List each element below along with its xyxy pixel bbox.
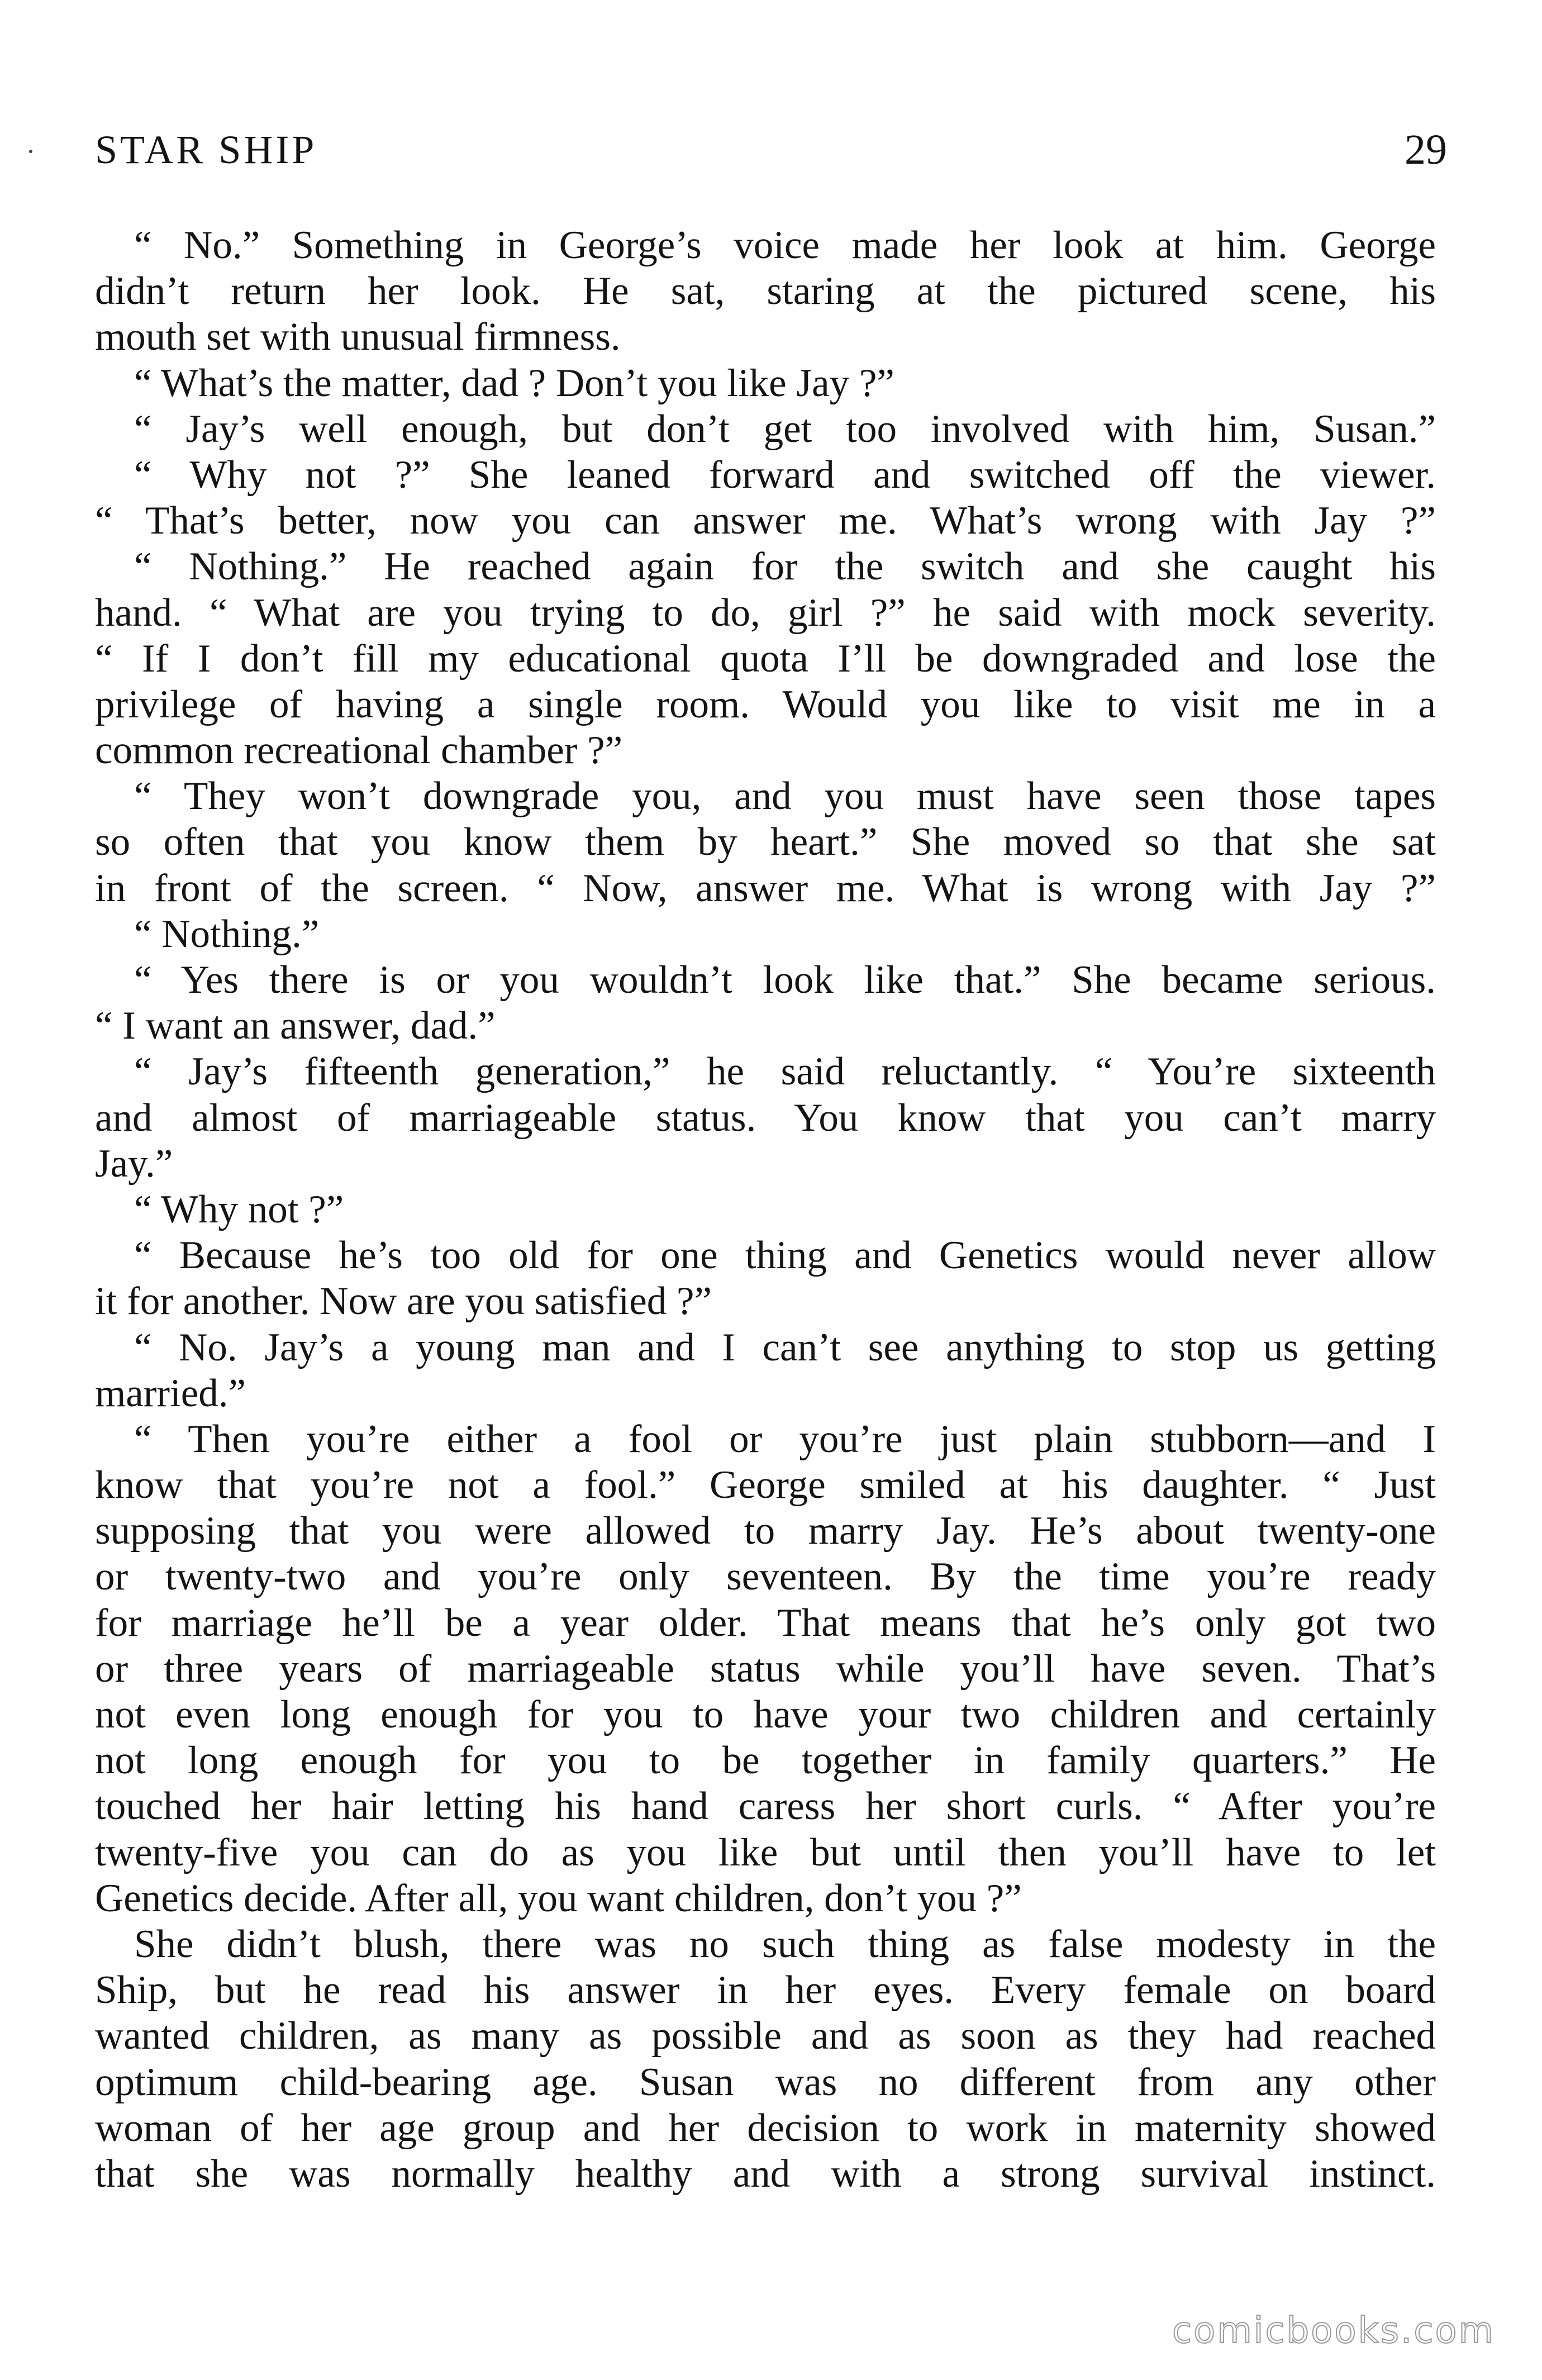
text-line: not even long enough for you to have your two children and certainly bbox=[95, 1693, 1436, 1736]
text-line: woman of her age group and her decision to work in maternity showed bbox=[95, 2106, 1436, 2150]
text-line: Genetics decide. After all, you want children, don’t you ?” bbox=[95, 1876, 1022, 1920]
text-line: “ Jay’s fifteenth generation,” he said reluctantly. “ You’re sixteenth bbox=[134, 1050, 1436, 1094]
text-line: optimum child-bearing age. Susan was no different from any other bbox=[95, 2060, 1436, 2104]
text-line: “ Jay’s well enough, but don’t get too involved with him, Susan.” bbox=[134, 407, 1436, 451]
page-number: 29 bbox=[1405, 126, 1447, 173]
text-line: “ That’s better, now you can answer me. What’s wrong with Jay ?” bbox=[95, 499, 1436, 543]
text-line: “ No.” Something in George’s voice made her look at him. George bbox=[134, 223, 1436, 267]
text-line: married.” bbox=[95, 1371, 246, 1415]
text-line: so often that you know them by heart.” She moved so that she sat bbox=[95, 820, 1436, 864]
body-text bbox=[95, 222, 1436, 2197]
text-line: or twenty-two and you’re only seventeen. By the time you’re ready bbox=[95, 1555, 1436, 1599]
margin-speck bbox=[29, 150, 32, 153]
text-line: wanted children, as many as possible and as soon as they had reached bbox=[95, 2014, 1436, 2058]
text-line: that she was normally healthy and with a strong survival instinct. bbox=[95, 2151, 1436, 2196]
text-line: “ If I don’t fill my educational quota I’ll be downgraded and lose the bbox=[95, 636, 1436, 680]
text-line: and almost of marriageable status. You know that you can’t marry bbox=[95, 1096, 1436, 1140]
text-line: “ Then you’re either a fool or you’re just plain stubborn—and I bbox=[134, 1417, 1436, 1461]
text-line: know that you’re not a fool.” George smiled at his daughter. “ Just bbox=[95, 1463, 1436, 1507]
text-line: hand. “ What are you trying to do, girl ?” he said with mock severity. bbox=[95, 591, 1436, 635]
text-line: “ Nothing.” bbox=[134, 912, 320, 956]
text-line: privilege of having a single room. Would you like to visit me in a bbox=[95, 682, 1436, 726]
text-line: didn’t return her look. He sat, staring at the pictured scene, his bbox=[95, 269, 1436, 313]
text-line: “ I want an answer, dad.” bbox=[95, 1004, 496, 1048]
text-line: common recreational chamber ?” bbox=[95, 729, 623, 773]
text-line: “ Nothing.” He reached again for the switch and she caught his bbox=[134, 545, 1436, 589]
text-line: for marriage he’ll be a year older. That means that he’s only got two bbox=[95, 1601, 1436, 1645]
running-title: STAR SHIP bbox=[95, 127, 317, 172]
text-line: it for another. Now are you satisfied ?” bbox=[95, 1279, 712, 1324]
text-line: She didn’t blush, there was no such thing as false modesty in the bbox=[134, 1922, 1436, 1966]
running-head bbox=[95, 122, 1447, 183]
text-line: “ Why not ?” bbox=[134, 1187, 344, 1231]
text-line: “ They won’t downgrade you, and you must have seen those tapes bbox=[134, 774, 1436, 818]
text-line: Ship, but he read his answer in her eyes. Every female on board bbox=[95, 1968, 1436, 2012]
text-line: “ What’s the matter, dad ? Don’t you like Jay ?” bbox=[134, 361, 894, 405]
text-line: or three years of marriageable status while you’ll have seven. That’s bbox=[95, 1646, 1436, 1691]
text-line: touched her hair letting his hand caress her short curls. “ After you’re bbox=[95, 1784, 1436, 1829]
text-line: supposing that you were allowed to marry Jay. He’s about twenty-one bbox=[95, 1509, 1436, 1553]
text-line: not long enough for you to be together in family quarters.” He bbox=[95, 1739, 1436, 1783]
text-line: “ Because he’s too old for one thing and Genetics would never allow bbox=[134, 1234, 1436, 1278]
text-line: “ No. Jay’s a young man and I can’t see anything to stop us getting bbox=[134, 1325, 1436, 1369]
text-line: “ Why not ?” She leaned forward and switched off the viewer. bbox=[134, 453, 1436, 497]
text-line: mouth set with unusual firmness. bbox=[95, 315, 621, 359]
text-line: Jay.” bbox=[95, 1141, 173, 1186]
text-line: in front of the screen. “ Now, answer me. What is wrong with Jay ?” bbox=[95, 866, 1436, 910]
text-line: “ Yes there is or you wouldn’t look like that.” She became serious. bbox=[134, 958, 1436, 1002]
watermark: comicbooks.com bbox=[1172, 2310, 1495, 2352]
text-line: twenty-five you can do as you like but until then you’ll have to let bbox=[95, 1830, 1436, 1874]
